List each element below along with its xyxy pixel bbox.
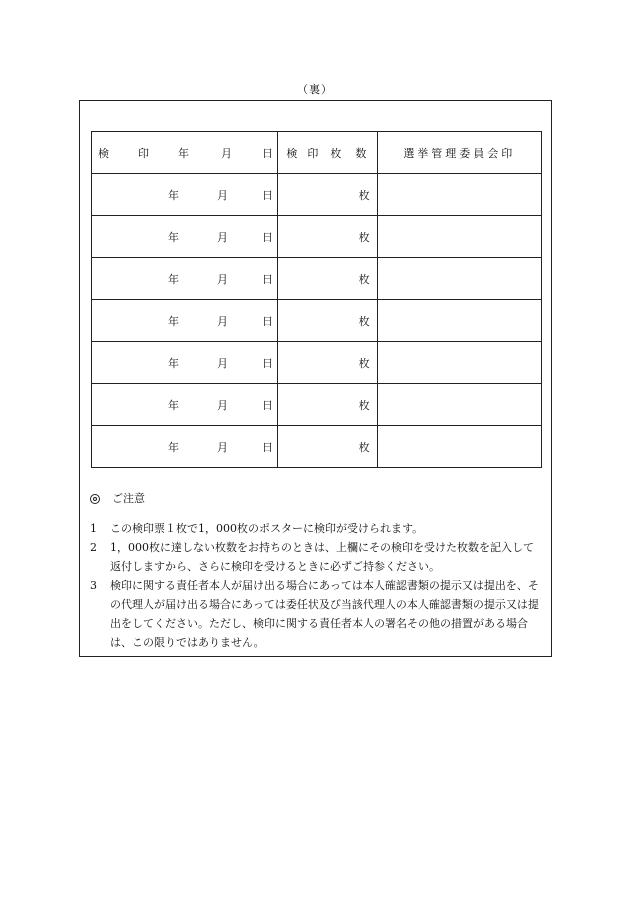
header-char: 年 [178,146,189,160]
count-cell [278,384,377,426]
table-header-row [92,132,542,174]
seal-cell [377,300,541,342]
date-cell [92,384,278,426]
date-cell [92,426,278,468]
count-unit: 枚 [358,356,370,370]
month-label: 月 [217,440,228,454]
day-label: 日 [262,272,273,286]
year-label: 年 [168,440,179,454]
table-row [92,426,542,468]
seal-cell [377,384,541,426]
month-label: 月 [217,230,228,244]
count-cell [278,300,377,342]
year-label: 年 [168,314,179,328]
count-unit: 枚 [358,230,370,244]
note-text: 1，000枚に達しない枚数をお持ちのときは、上欄にその検印を受けた枚数を記入して返付しますから、さらに検印を受けるときに必ずご持参ください。 [110,541,534,573]
header-char: 月 [221,146,232,160]
day-label: 日 [262,398,273,412]
note-number: 2 [90,541,97,554]
table-row [92,384,542,426]
count-unit: 枚 [358,398,370,412]
count-cell [278,174,377,216]
date-cell [92,174,278,216]
day-label: 日 [262,314,273,328]
seal-cell [377,426,541,468]
count-unit: 枚 [358,188,370,202]
note-item [90,538,542,576]
note-number: 3 [90,579,97,592]
header-char: 印 [307,146,319,160]
count-unit: 枚 [358,272,370,286]
table-row [92,342,542,384]
count-unit: 枚 [358,440,370,454]
month-label: 月 [217,398,228,412]
month-label: 月 [217,188,228,202]
notes-title [90,489,542,508]
table-row [92,216,542,258]
table-row [92,300,542,342]
notes-title-text: ご注意 [112,492,145,505]
note-number: 1 [90,522,97,535]
month-label: 月 [217,356,228,370]
page-label: （裏） [297,83,333,96]
date-cell [92,300,278,342]
header-char: 日 [262,146,273,160]
note-item [90,519,542,538]
date-cell [92,342,278,384]
note-text: 検印に関する責任者本人が届け出る場合にあっては本人確認書類の提示又は提出を、その代理人が届け出る場合にあっては委任状及び当該代理人の本人確認書類の提示又は提出をしてください。ただし、検印に関する責任者本人の署名その他の措置がある場合は、この限りではありません。 [110,579,539,649]
count-unit: 枚 [358,314,370,328]
month-label: 月 [217,314,228,328]
note-text: この検印票１枚で1，000枚のポスターに検印が受けられます。 [110,522,424,535]
year-label: 年 [168,188,179,202]
stamp-record-table [91,131,542,468]
header-char: 数 [355,146,367,160]
double-circle-icon [90,494,100,504]
seal-cell [377,342,541,384]
seal-cell [377,174,541,216]
header-char: 枚 [330,146,342,160]
header-stamp-date [92,132,278,174]
date-cell [92,216,278,258]
header-stamp-count [278,132,377,174]
year-label: 年 [168,356,179,370]
table-row [92,258,542,300]
header-char: 検 [286,146,298,160]
header-char: 印 [138,146,149,160]
header-seal-label: 選挙管理委員会印 [403,146,516,160]
day-label: 日 [262,440,273,454]
year-label: 年 [168,398,179,412]
document-frame [79,100,552,657]
notes-section [90,489,542,652]
count-cell [278,258,377,300]
day-label: 日 [262,188,273,202]
day-label: 日 [262,356,273,370]
count-cell [278,216,377,258]
month-label: 月 [217,272,228,286]
seal-cell [377,216,541,258]
header-char: 検 [98,146,109,160]
note-item [90,576,542,652]
count-cell [278,426,377,468]
day-label: 日 [262,230,273,244]
seal-cell [377,258,541,300]
count-cell [278,342,377,384]
table-row [92,174,542,216]
date-cell [92,258,278,300]
year-label: 年 [168,272,179,286]
year-label: 年 [168,230,179,244]
header-election-committee-seal [377,132,541,174]
